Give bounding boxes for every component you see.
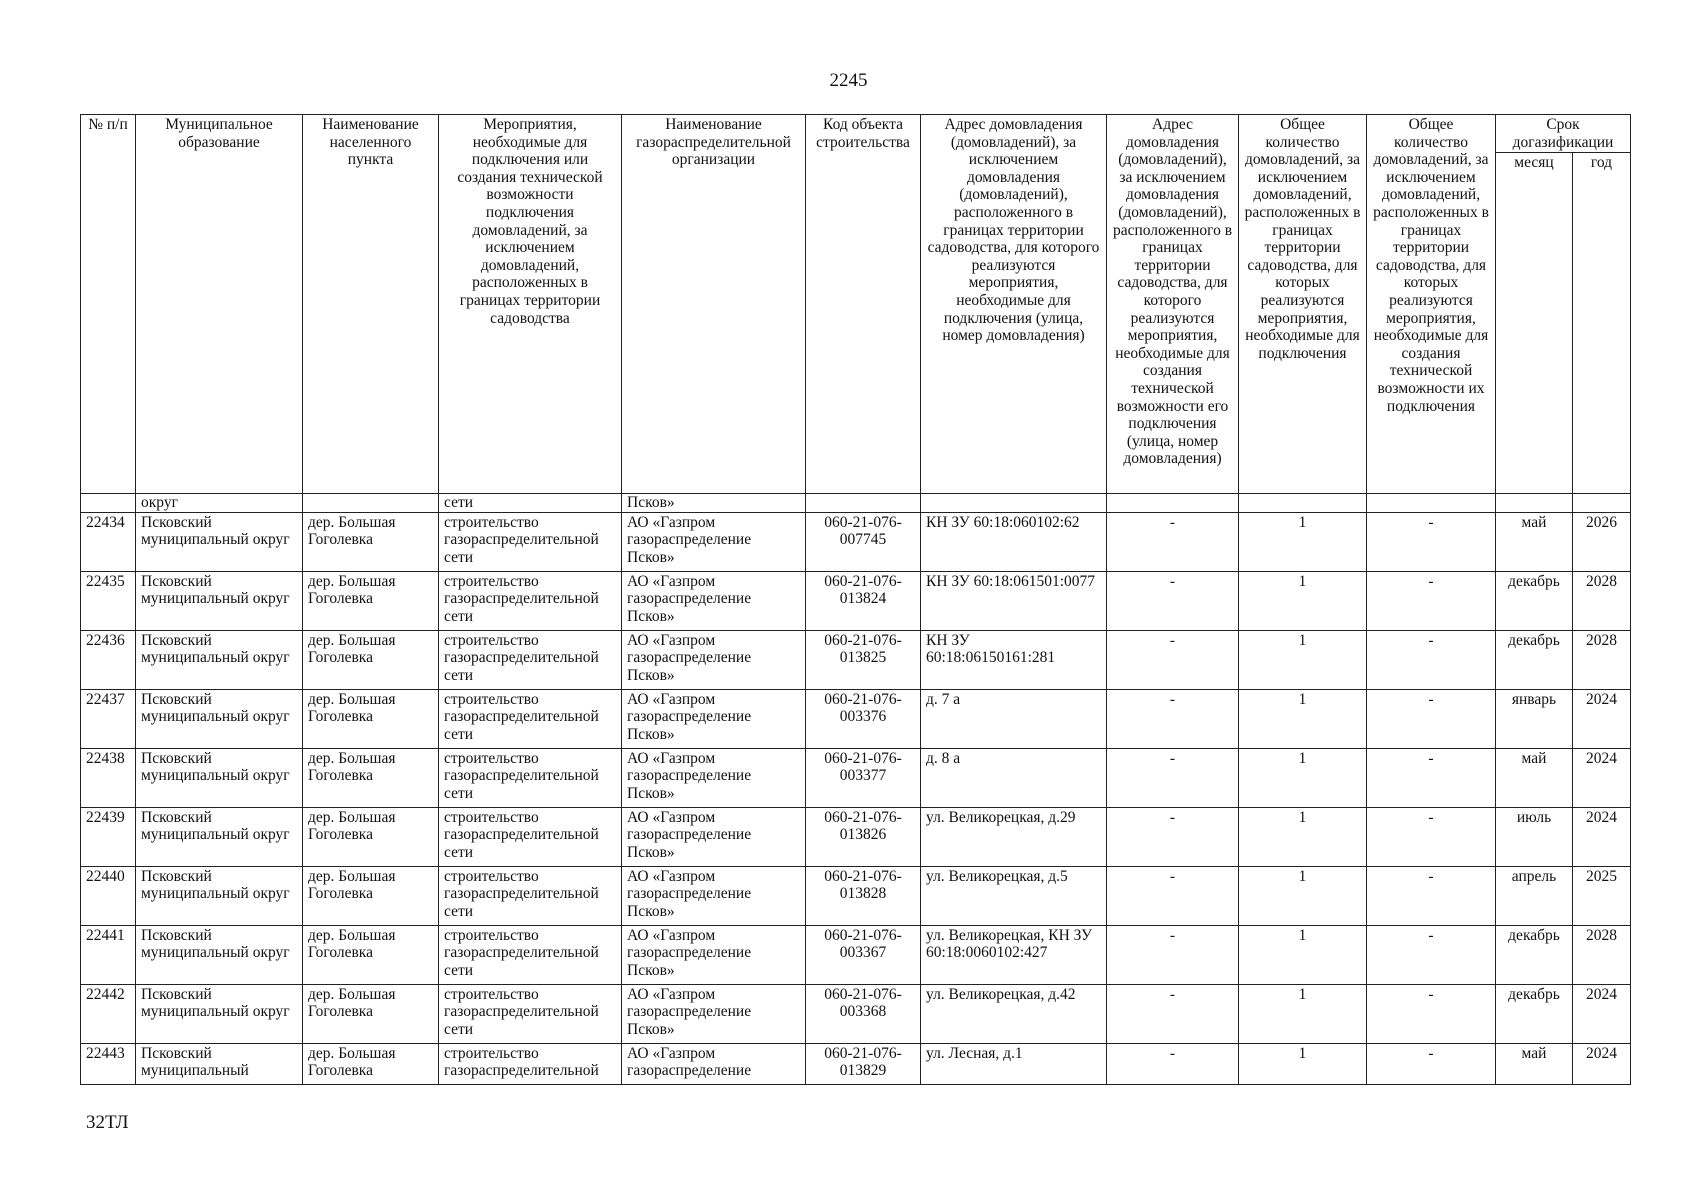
gasification-table <box>80 114 1631 1085</box>
cell-total-connect: 1 <box>1239 984 1367 1043</box>
cell-gas-org: АО «Газпром газораспределение Псков» <box>622 925 806 984</box>
cell-num: 22437 <box>81 689 136 748</box>
cell-address-tech: - <box>1107 866 1239 925</box>
cell-code: 060-21-076-003376 <box>806 689 921 748</box>
cell-code: 060-21-076-003368 <box>806 984 921 1043</box>
cell-total-connect: 1 <box>1239 925 1367 984</box>
cell-total-tech: - <box>1367 925 1496 984</box>
cell-year: 2024 <box>1573 984 1631 1043</box>
cell-address-tech: - <box>1107 571 1239 630</box>
table-row <box>81 984 1631 1043</box>
header-total-connect: Общее количество домовладений, за исключением домовладений, расположенных в границах территории садоводства, для которых реализуются мероприятия, необходимые для подключения <box>1239 115 1367 494</box>
cell-gas-org: АО «Газпром газораспределение Псков» <box>622 748 806 807</box>
cell-settlement: дер. Большая Гоголевка <box>303 748 439 807</box>
cell-total-connect: 1 <box>1239 866 1367 925</box>
table-row <box>81 689 1631 748</box>
cell-settlement: дер. Большая Гоголевка <box>303 925 439 984</box>
cell-municipality: Псковский муниципальный округ <box>136 866 303 925</box>
cell-address-connect: КН ЗУ 60:18:061501:0077 <box>921 571 1107 630</box>
cell-settlement: дер. Большая Гоголевка <box>303 1043 439 1084</box>
cell-address-connect: д. 8 а <box>921 748 1107 807</box>
table-row <box>81 512 1631 571</box>
cell-total-connect: 1 <box>1239 807 1367 866</box>
table-row <box>81 925 1631 984</box>
cell-measures: строительство газораспределительной сети <box>439 571 622 630</box>
cell-num: 22438 <box>81 748 136 807</box>
cell-settlement: дер. Большая Гоголевка <box>303 571 439 630</box>
cell-municipality: Псковский муниципальный округ <box>136 571 303 630</box>
cell-settlement: дер. Большая Гоголевка <box>303 866 439 925</box>
header-gas-org: Наименование газораспределительной организации <box>622 115 806 494</box>
cell-gas-org: АО «Газпром газораспределение Псков» <box>622 807 806 866</box>
cell-municipality: Псковский муниципальный <box>136 1043 303 1084</box>
cell-total-connect: 1 <box>1239 630 1367 689</box>
table-row <box>81 748 1631 807</box>
cell-total-tech: - <box>1367 866 1496 925</box>
cell-municipality: Псковский муниципальный округ <box>136 807 303 866</box>
cell-address-connect: КН ЗУ 60:18:06150161:281 <box>921 630 1107 689</box>
cell-address-tech: - <box>1107 1043 1239 1084</box>
cell-municipality: Псковский муниципальный округ <box>136 689 303 748</box>
cell-num: 22441 <box>81 925 136 984</box>
cell-measures: строительство газораспределительной сети <box>439 748 622 807</box>
cell-total-connect: 1 <box>1239 512 1367 571</box>
cell-total-connect: 1 <box>1239 689 1367 748</box>
cell-month: апрель <box>1496 866 1573 925</box>
cell-gas-org: Псков» <box>622 494 806 513</box>
cell-total-tech: - <box>1367 571 1496 630</box>
table-row <box>81 807 1631 866</box>
cell-month: май <box>1496 1043 1573 1084</box>
header-month: месяц <box>1496 153 1573 494</box>
header-year: год <box>1573 153 1631 494</box>
cell-month: декабрь <box>1496 571 1573 630</box>
table-row <box>81 866 1631 925</box>
cell-total-tech: - <box>1367 1043 1496 1084</box>
cell-address-tech: - <box>1107 748 1239 807</box>
cell-num: 22439 <box>81 807 136 866</box>
cell-month: июль <box>1496 807 1573 866</box>
cell-measures: строительство газораспределительной сети <box>439 925 622 984</box>
cell-measures: строительство газораспределительной сети <box>439 630 622 689</box>
cell-total-tech: - <box>1367 807 1496 866</box>
cell-total-tech: - <box>1367 689 1496 748</box>
cell-month: январь <box>1496 689 1573 748</box>
header-municipality: Муниципальное образование <box>136 115 303 494</box>
cell-settlement: дер. Большая Гоголевка <box>303 512 439 571</box>
cell-gas-org: АО «Газпром газораспределение <box>622 1043 806 1084</box>
continuation-row <box>81 494 1631 513</box>
cell-address-connect: ул. Великорецкая, д.5 <box>921 866 1107 925</box>
cell-month: декабрь <box>1496 925 1573 984</box>
cell-gas-org: АО «Газпром газораспределение Псков» <box>622 689 806 748</box>
cell-address-tech: - <box>1107 925 1239 984</box>
cell-num: 22435 <box>81 571 136 630</box>
cell-year: 2024 <box>1573 748 1631 807</box>
cell-settlement: дер. Большая Гоголевка <box>303 630 439 689</box>
cell-month: декабрь <box>1496 984 1573 1043</box>
header-num: № п/п <box>81 115 136 494</box>
header-address-tech: Адрес домовладения (домовладений), за исключением домовладения (домовладений), расположенного в границах территории садоводства, для которого реализуются мероприятия, необходимые для создания технической возможности его подключения (улица, номер домовладения) <box>1107 115 1239 494</box>
cell-code: 060-21-076-013829 <box>806 1043 921 1084</box>
header-measures: Мероприятия, необходимые для подключения или создания технической возможности подключения домовладений, за исключением домовладений, расположенных в границах территории садоводства <box>439 115 622 494</box>
cell-gas-org: АО «Газпром газораспределение Псков» <box>622 866 806 925</box>
cell-code: 060-21-076-007745 <box>806 512 921 571</box>
cell-year: 2028 <box>1573 630 1631 689</box>
cell-municipality: Псковский муниципальный округ <box>136 984 303 1043</box>
cell-num: 22442 <box>81 984 136 1043</box>
cell-gas-org: АО «Газпром газораспределение Псков» <box>622 630 806 689</box>
cell-measures: строительство газораспределительной сети <box>439 866 622 925</box>
table-row <box>81 1043 1631 1084</box>
cell-municipality: Псковский муниципальный округ <box>136 512 303 571</box>
cell-num: 22443 <box>81 1043 136 1084</box>
cell-address-tech: - <box>1107 807 1239 866</box>
cell-gas-org: АО «Газпром газораспределение Псков» <box>622 512 806 571</box>
header-total-tech: Общее количество домовладений, за исключением домовладений, расположенных в границах территории садоводства, для которых реализуются мероприятия, необходимые для создания технической возможности их подключения <box>1367 115 1496 494</box>
cell-settlement: дер. Большая Гоголевка <box>303 984 439 1043</box>
cell-measures: сети <box>439 494 622 513</box>
cell-total-tech: - <box>1367 512 1496 571</box>
cell-measures: строительство газораспределительной <box>439 1043 622 1084</box>
cell-code: 060-21-076-013826 <box>806 807 921 866</box>
cell-address-connect: ул. Великорецкая, КН ЗУ 60:18:0060102:427 <box>921 925 1107 984</box>
header-term: Срок догазификации <box>1496 115 1631 153</box>
cell-num: 22436 <box>81 630 136 689</box>
cell-code: 060-21-076-013824 <box>806 571 921 630</box>
cell-municipality: округ <box>136 494 303 513</box>
cell-municipality: Псковский муниципальный округ <box>136 925 303 984</box>
cell-gas-org: АО «Газпром газораспределение Псков» <box>622 571 806 630</box>
table-row <box>81 630 1631 689</box>
cell-year: 2024 <box>1573 689 1631 748</box>
cell-gas-org: АО «Газпром газораспределение Псков» <box>622 984 806 1043</box>
table-row <box>81 571 1631 630</box>
header-row <box>81 115 1631 153</box>
cell-year: 2024 <box>1573 807 1631 866</box>
cell-code: 060-21-076-003377 <box>806 748 921 807</box>
cell-total-tech: - <box>1367 748 1496 807</box>
cell-municipality: Псковский муниципальный округ <box>136 748 303 807</box>
cell-year: 2028 <box>1573 925 1631 984</box>
cell-year: 2025 <box>1573 866 1631 925</box>
cell-year: 2028 <box>1573 571 1631 630</box>
cell-settlement: дер. Большая Гоголевка <box>303 689 439 748</box>
header-settlement: Наименование населенного пункта <box>303 115 439 494</box>
header-code: Код объекта строительства <box>806 115 921 494</box>
cell-address-tech: - <box>1107 689 1239 748</box>
cell-year: 2024 <box>1573 1043 1631 1084</box>
cell-month: май <box>1496 512 1573 571</box>
cell-address-tech: - <box>1107 630 1239 689</box>
cell-total-tech: - <box>1367 984 1496 1043</box>
cell-settlement: дер. Большая Гоголевка <box>303 807 439 866</box>
cell-address-connect: ул. Лесная, д.1 <box>921 1043 1107 1084</box>
cell-num: 22434 <box>81 512 136 571</box>
cell-code: 060-21-076-013828 <box>806 866 921 925</box>
cell-measures: строительство газораспределительной сети <box>439 807 622 866</box>
cell-address-connect: КН ЗУ 60:18:060102:62 <box>921 512 1107 571</box>
cell-code: 060-21-076-013825 <box>806 630 921 689</box>
cell-address-tech: - <box>1107 512 1239 571</box>
cell-total-connect: 1 <box>1239 748 1367 807</box>
header-address-connect: Адрес домовладения (домовладений), за исключением домовладения (домовладений), расположенного в границах территории садоводства, для которого реализуются мероприятия, необходимые для подключения (улица, номер домовладения) <box>921 115 1107 494</box>
cell-address-connect: ул. Великорецкая, д.42 <box>921 984 1107 1043</box>
cell-address-tech: - <box>1107 984 1239 1043</box>
cell-address-connect: д. 7 а <box>921 689 1107 748</box>
cell-year: 2026 <box>1573 512 1631 571</box>
cell-measures: строительство газораспределительной сети <box>439 984 622 1043</box>
cell-total-tech: - <box>1367 630 1496 689</box>
cell-total-connect: 1 <box>1239 571 1367 630</box>
cell-code: 060-21-076-003367 <box>806 925 921 984</box>
cell-total-connect: 1 <box>1239 1043 1367 1084</box>
cell-measures: строительство газораспределительной сети <box>439 689 622 748</box>
footer-code: 32ТЛ <box>86 1112 129 1133</box>
cell-num: 22440 <box>81 866 136 925</box>
cell-measures: строительство газораспределительной сети <box>439 512 622 571</box>
cell-month: май <box>1496 748 1573 807</box>
page-number: 2245 <box>829 70 868 91</box>
cell-address-connect: ул. Великорецкая, д.29 <box>921 807 1107 866</box>
cell-month: декабрь <box>1496 630 1573 689</box>
cell-municipality: Псковский муниципальный округ <box>136 630 303 689</box>
